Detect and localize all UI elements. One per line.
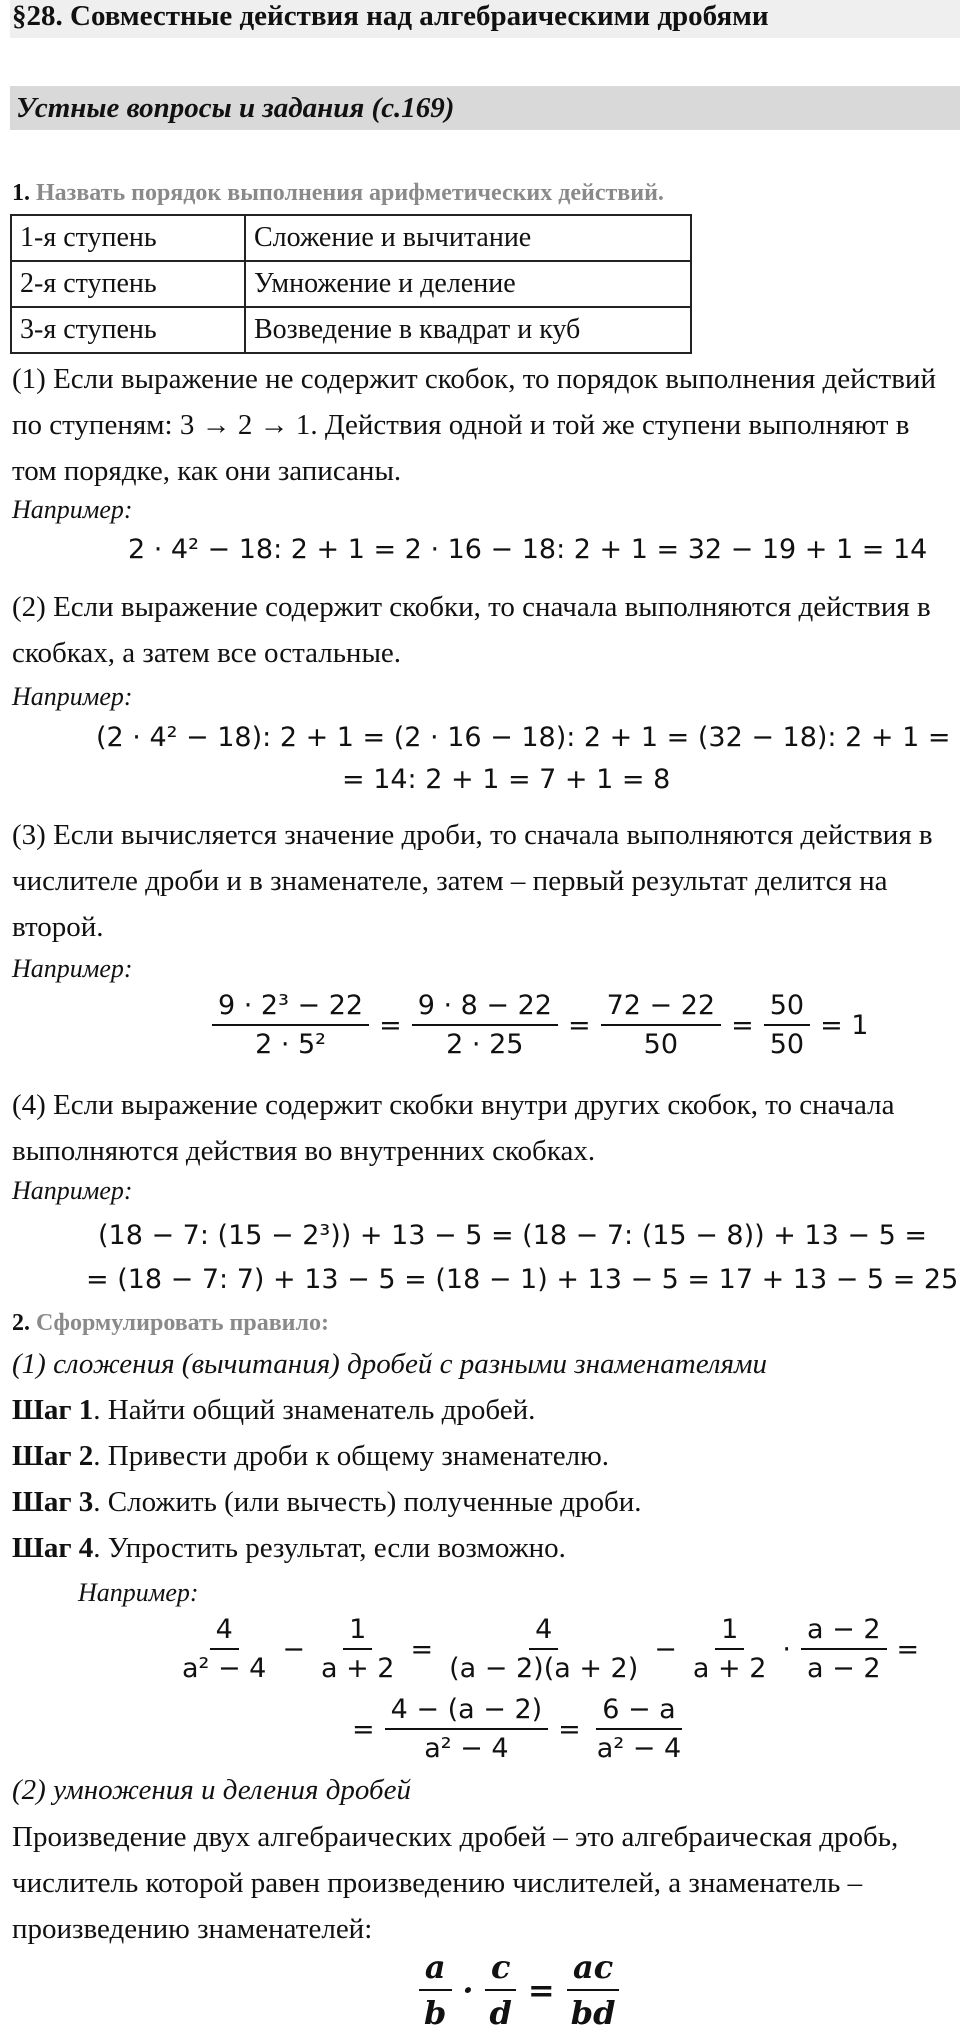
table-cell: Возведение в квадрат и куб (245, 307, 691, 353)
fraction: $\frac{1}{a + 2}$ (692, 1614, 767, 1684)
table-cell: Умножение и деление (245, 261, 691, 307)
product-formula: $\frac{a}{b}$ · $\frac{c}{d}$ = $\frac{ac}{bd}$ (414, 1948, 625, 2032)
example-label: Например: (12, 495, 133, 524)
table-row (11, 261, 691, 307)
fraction: $\frac{4}{(a - 2)(a + 2)}$ (449, 1614, 639, 1684)
example-4-line2: = (18 − 7: 7) + 13 − 5 = (18 − 1) + 13 − 5 = 17 + 13 − 5 = 25 (86, 1264, 959, 1295)
fraction: $\frac{a}{b}$ (418, 1948, 452, 2032)
fraction: $\frac{ac}{bd}$ (565, 1948, 622, 2032)
table-row (11, 307, 691, 353)
step-2: Шаг 2. Привести дроби к общему знаменателю. (12, 1440, 609, 1472)
rule-1: (1) Если выражение не содержит скобок, то порядок выполнения действий по ступеням: 3 → 2 → 1. Действия одной и той же ступени выполняют в том порядке, как они записаны. (12, 363, 936, 487)
example-label: Например: (12, 954, 133, 983)
table-cell: 3-я ступень (11, 307, 245, 353)
example-2-line2: = 14: 2 + 1 = 7 + 1 = 8 (342, 764, 671, 795)
fraction: $\frac{72 - 22}{50}$ (601, 990, 722, 1060)
order-table (10, 214, 692, 354)
example-label: Например: (12, 682, 133, 711)
rule-4: (4) Если выражение содержит скобки внутри других скобок, то сначала выполняются действия во внутренних скобках. (12, 1089, 895, 1167)
example-1: 2 · 4² − 18: 2 + 1 = 2 · 16 − 18: 2 + 1 = 32 − 19 + 1 = 14 (128, 534, 928, 565)
fraction: $\frac{50}{50}$ (764, 990, 810, 1060)
section-heading: Устные вопросы и задания (с.169) (10, 86, 960, 130)
rule-3: (3) Если вычисляется значение дроби, то сначала выполняются действия в числителе дроби и в знаменателе, затем – первый результат делится на второй. (12, 819, 933, 943)
fraction: $\frac{1}{a + 2}$ (320, 1614, 395, 1684)
example-4-line1: (18 − 7: (15 − 2³)) + 13 − 5 = (18 − 7: (15 − 8)) + 13 − 5 = (98, 1220, 927, 1251)
fraction: $\frac{9 \cdot 8 - 22}{2 \cdot 25}$ (412, 990, 558, 1060)
product-rule: Произведение двух алгебраических дробей – это алгебраическая дробь, числитель которой равен произведению числителей, а знаменатель – произведению знаменателей: (12, 1821, 899, 1945)
subrule-1: (1) сложения (вычитания) дробей с разными знаменателями (12, 1348, 767, 1380)
example-label: Например: (12, 1176, 133, 1205)
example-5-line2: = $\frac{4 - (a - 2)}{\text{a² − 4}}$ = $\frac{6 - a}{\text{a² − 4}}$ (346, 1694, 691, 1764)
example-3: $\frac{\text{9 · 2³ − 22}}{\text{2 · 5²}}$ = $\frac{9 \cdot 8 - 22}{2 \cdot 25}$ = $\frac{72 - 22}{50}$ = $\frac{50}{50}$ = 1 (208, 990, 874, 1060)
page-title: §28. Совместные действия над алгебраическими дробями (10, 0, 960, 38)
task2-number: 2. (12, 1310, 30, 1336)
fraction: $\frac{\text{9 · 2³ − 22}}{\text{2 · 5²}}$ (212, 990, 369, 1060)
step-1: Шаг 1. Найти общий знаменатель дробей. (12, 1394, 536, 1426)
table-cell: 2-я ступень (11, 261, 245, 307)
task1-number: 1. (12, 180, 30, 206)
task1-heading (12, 180, 664, 207)
example-label: Например: (78, 1578, 199, 1607)
fraction: $\frac{4}{\text{a² − 4}}$ (182, 1614, 267, 1684)
step-4: Шаг 4. Упростить результат, если возможно. (12, 1532, 566, 1564)
fraction: $\frac{4 - (a - 2)}{\text{a² − 4}}$ (385, 1694, 549, 1764)
step-3: Шаг 3. Сложить (или вычесть) полученные дроби. (12, 1486, 642, 1518)
task1-text: Назвать порядок выполнения арифметических действий. (36, 180, 664, 206)
table-row (11, 215, 691, 261)
rule-2: (2) Если выражение содержит скобки, то сначала выполняются действия в скобках, а затем все остальные. (12, 591, 931, 669)
fraction: $\frac{c}{d}$ (484, 1948, 518, 2032)
table-cell: Сложение и вычитание (245, 215, 691, 261)
task2-text: Сформулировать правило: (36, 1310, 329, 1336)
example-2-line1: (2 · 4² − 18): 2 + 1 = (2 · 16 − 18): 2 + 1 = (32 − 18): 2 + 1 = (96, 722, 951, 753)
example-5-line1: $\frac{4}{\text{a² − 4}}$ − $\frac{1}{a + 2}$ = $\frac{4}{(a - 2)(a + 2)}$ − $\frac{1}{a + 2}$ · $\frac{a - 2}{a - 2}$ = (172, 1614, 925, 1684)
table-cell: 1-я ступень (11, 215, 245, 261)
task2-heading (12, 1310, 329, 1337)
fraction: $\frac{6 - a}{\text{a² − 4}}$ (596, 1694, 682, 1764)
fraction: $\frac{a - 2}{a - 2}$ (801, 1614, 887, 1684)
subrule-2: (2) умножения и деления дробей (12, 1774, 411, 1806)
